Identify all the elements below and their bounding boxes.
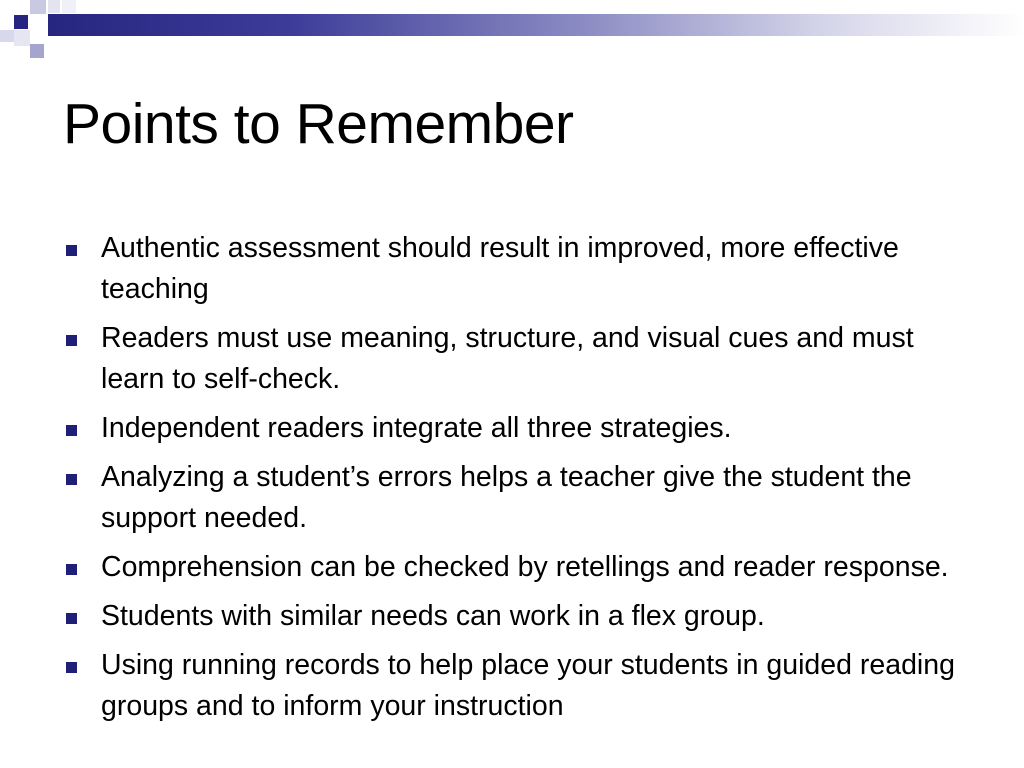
square-bullet-icon — [66, 425, 77, 436]
bullet-text: Using running records to help place your students in guided reading groups and to inform your instruction — [101, 649, 955, 722]
bullet-text: Comprehension can be checked by retellings and reader response. — [101, 551, 949, 583]
bullet-item — [63, 408, 973, 449]
header-square — [14, 30, 30, 46]
bullet-text: Independent readers integrate all three strategies. — [101, 412, 732, 444]
header-square — [30, 0, 46, 14]
square-bullet-icon — [66, 474, 77, 485]
square-bullet-icon — [66, 245, 77, 256]
header-square — [0, 30, 14, 42]
header-square — [30, 15, 46, 29]
header-square — [30, 44, 44, 58]
bullet-list — [63, 228, 973, 735]
bullet-item — [63, 645, 973, 727]
header-gradient-bar — [48, 14, 1024, 36]
square-bullet-icon — [66, 335, 77, 346]
bullet-item — [63, 457, 973, 539]
bullet-item — [63, 596, 973, 637]
slide-title: Points to Remember — [63, 92, 574, 156]
square-bullet-icon — [66, 662, 77, 673]
bullet-item — [63, 547, 973, 588]
header-square — [62, 0, 76, 13]
header-square — [48, 0, 60, 13]
bullet-item — [63, 318, 973, 400]
bullet-text: Analyzing a student’s errors helps a teacher give the student the support needed. — [101, 461, 912, 534]
bullet-item — [63, 228, 973, 310]
bullet-text: Authentic assessment should result in improved, more effective teaching — [101, 232, 899, 305]
header-square — [14, 15, 28, 29]
square-bullet-icon — [66, 564, 77, 575]
bullet-text: Students with similar needs can work in a flex group. — [101, 600, 765, 632]
square-bullet-icon — [66, 613, 77, 624]
bullet-text: Readers must use meaning, structure, and visual cues and must learn to self-check. — [101, 322, 914, 395]
